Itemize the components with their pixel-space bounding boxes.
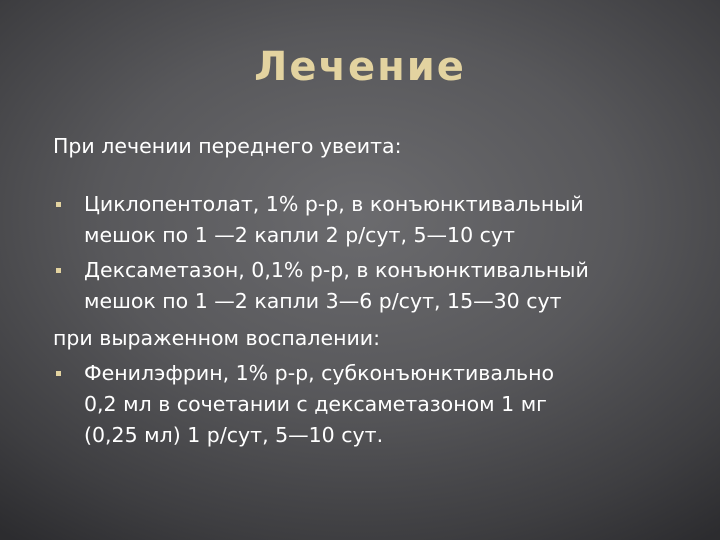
bullet-line: Дексаметазон, 0,1% р-р, в конъюнктивальный (84, 258, 589, 282)
square-bullet-icon (56, 202, 61, 207)
bullet-line: мешок по 1 —2 капли 3—6 р/сут, 15—30 сут (84, 289, 562, 313)
bullet-item-phenylephrine (53, 358, 693, 451)
bullet-item-cyclopentolate (53, 189, 693, 251)
square-bullet-icon (56, 268, 61, 273)
slide-content (53, 131, 693, 455)
intro-text: При лечении переднего увеита: (53, 134, 402, 158)
bullet-line: Фенилэфрин, 1% р-р, субконъюнктивально (84, 361, 555, 385)
bullet-line: мешок по 1 —2 капли 2 р/сут, 5—10 сут (84, 223, 515, 247)
bullet-line: 0,2 мл в сочетании с дексаметазоном 1 мг (84, 392, 547, 416)
bullet-line: (0,25 мл) 1 р/сут, 5—10 сут. (84, 423, 384, 447)
slide-title: Лечение (254, 44, 466, 90)
bullet-line: Циклопентолат, 1% р-р, в конъюнктивальный (84, 192, 584, 216)
bullet-item-dexamethasone (53, 255, 693, 317)
subheading-text: при выраженном воспалении: (53, 326, 381, 350)
square-bullet-icon (56, 371, 61, 376)
